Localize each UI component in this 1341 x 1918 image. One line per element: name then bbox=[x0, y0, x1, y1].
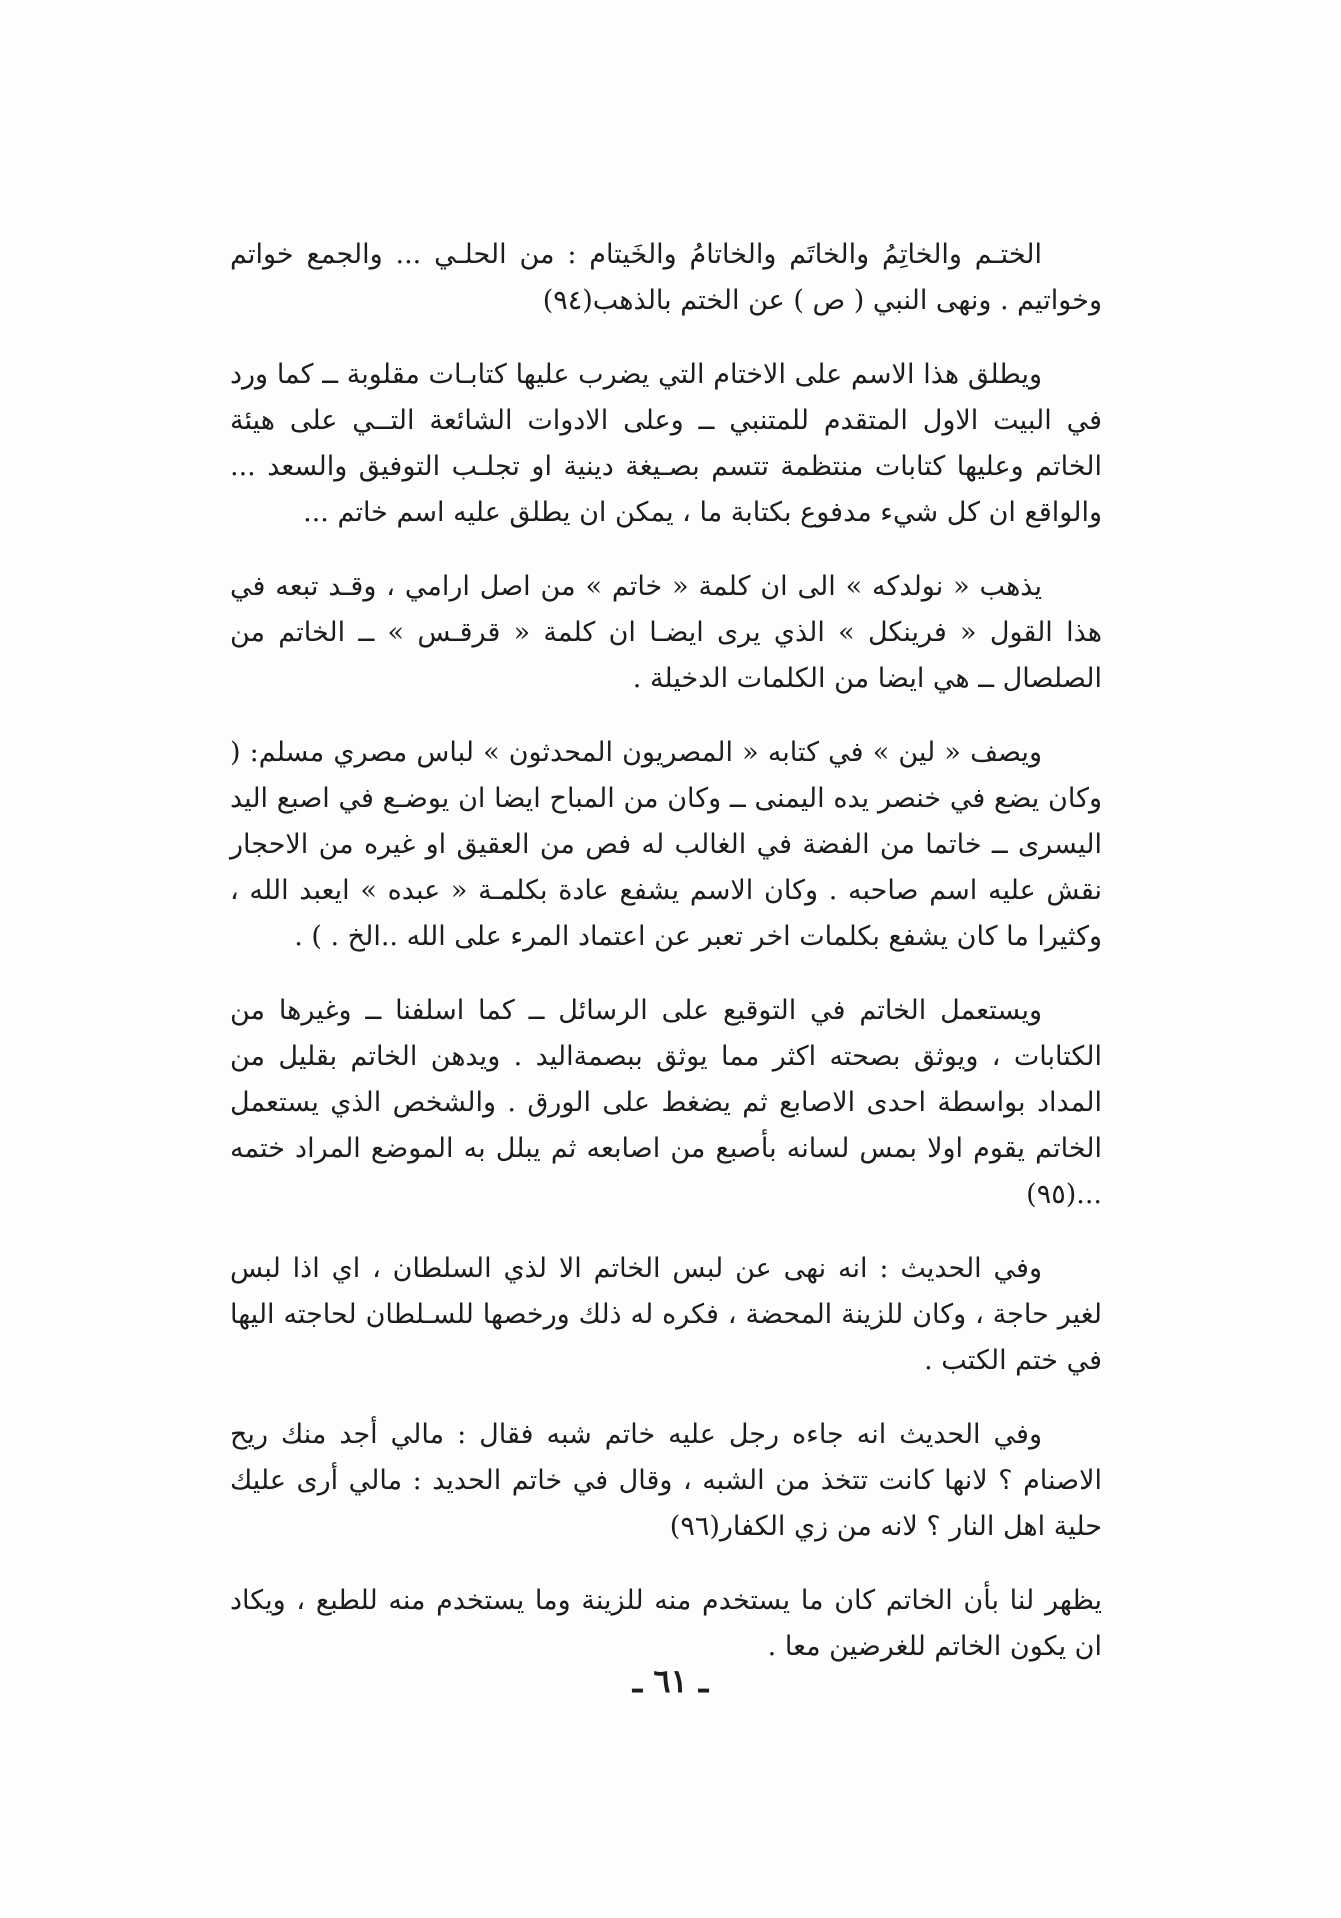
paragraph-2: ويطلق هذا الاسم على الاختام التي يضرب عليها كتابـات مقلوبة ــ كما ورد في البيت الاول المتقدم للمتنبي ــ وعلى الادوات الشائعة التــي على هيئة الخاتم وعليها كتابات منتظمة تتسم بصـيغة دينية او تجلـب التوفيق والسعد ... والواقع ان كل شيء مدفوع بكتابة ما ، يمكن ان يطلق عليه اسم خاتم ... bbox=[230, 359, 1102, 528]
paragraph-6: وفي الحديث : انه نهى عن لبس الخاتم الا لذي السلطان ، اي اذا لبس لغير حاجة ، وكان للزينة المحضة ، فكره له ذلك ورخصها للسـلطان لحاجته اليها في ختم الكتب . bbox=[230, 1253, 1102, 1376]
paragraph-1: الختـم والخاتِمُ والخاتَم والخاتامُ والخَيتام : من الحلـي ... والجمع خواتم وخواتيم . ونهى النبي ( ص ) عن الختم بالذهب(٩٤) bbox=[230, 239, 1102, 316]
paragraph-8: يظهر لنا بأن الخاتم كان ما يستخدم منه للزينة وما يستخدم منه للطبع ، ويكاد ان يكون الخاتم للغرضين معا . bbox=[230, 1585, 1102, 1662]
paragraph-7: وفي الحديث انه جاءه رجل عليه خاتم شبه فقال : مالي أجد منك ريح الاصنام ؟ لانها كانت تتخذ من الشبه ، وقال في خاتم الحديد : مالي أرى عليك حلية اهل النار ؟ لانه من زي الكفار(٩٦) bbox=[230, 1419, 1102, 1542]
body-text bbox=[230, 232, 1102, 1698]
paragraph-4: ويصف « لين » في كتابه « المصريون المحدثون » لباس مصري مسلم: ( وكان يضع في خنصر يده اليمنى ــ وكان من المباح ايضا ان يوضـع في اصبع اليد اليسرى ــ خاتما من الفضة في الغالب له فص من العقيق او غيره من الاحجار نقش عليه اسم صاحبه . وكان الاسم يشفع عادة بكلمـة « عبده » ايعبد الله ، وكثيرا ما كان يشفع بكلمات اخر تعبر عن اعتماد المرء على الله ..الخ . ) . bbox=[230, 737, 1102, 952]
page-number: ـ ٦١ ـ bbox=[632, 1662, 709, 1700]
paragraph-3: يذهب « نولدكه » الى ان كلمة « خاتم » من اصل ارامي ، وقـد تبعه في هذا القول « فرينكل » الذي يرى ايضـا ان كلمة « قرقـس » ــ الخاتم من الصلصال ــ هي ايضا من الكلمات الدخيلة . bbox=[230, 571, 1102, 694]
paragraph-5: ويستعمل الخاتم في التوقيع على الرسائل ــ كما اسلفنا ــ وغيرها من الكتابات ، ويوثق بصحته اكثر مما يوثق ببصمةاليد . ويدهن الخاتم بقليل من المداد بواسطة احدى الاصابع ثم يضغط على الورق . والشخص الذي يستعمل الخاتم يقوم اولا بمس لسانه بأصبع من اصابعه ثم يبلل به الموضع المراد ختمه ...(٩٥) bbox=[230, 995, 1102, 1210]
